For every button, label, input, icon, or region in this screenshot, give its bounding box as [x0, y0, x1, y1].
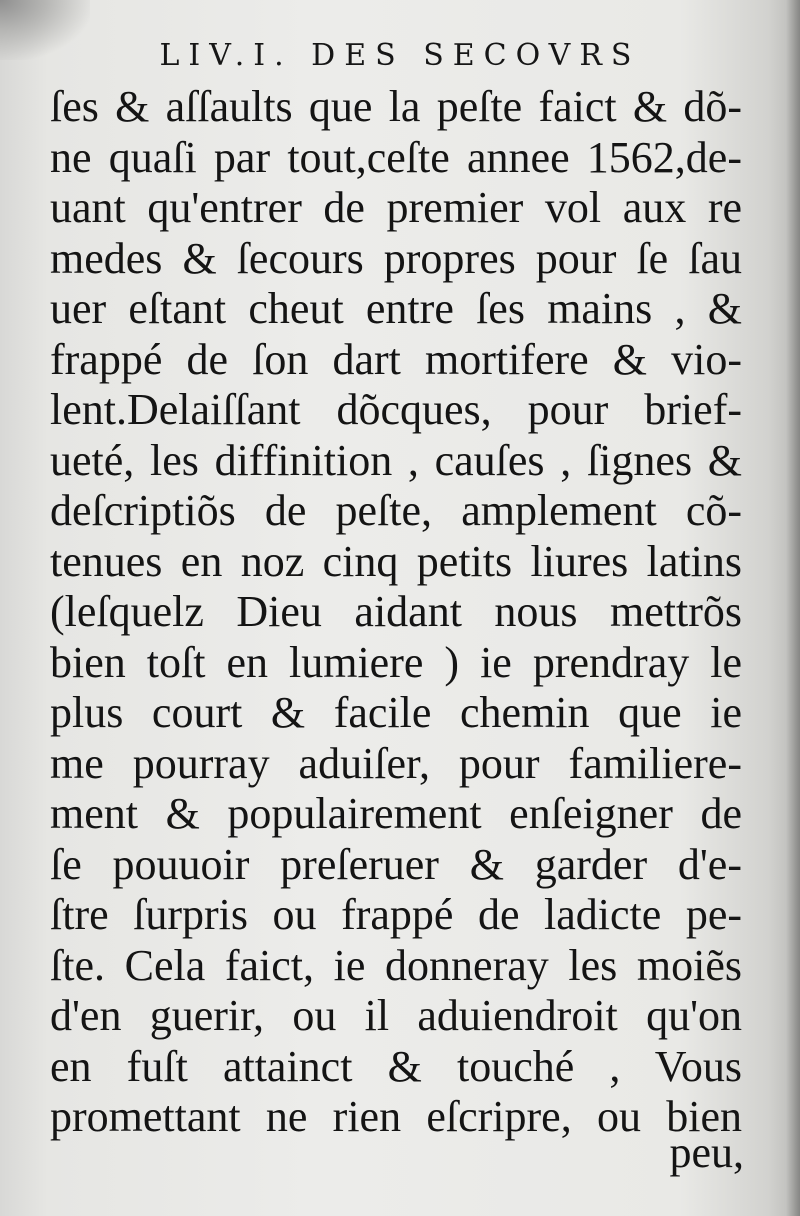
text-line: en fuſt attainct & touché , Vous [50, 1041, 742, 1091]
text-line: me pourray aduiſer, pour familiere- [50, 738, 742, 788]
text-line: plus court & facile chemin que ie [50, 688, 742, 737]
text-line: (leſquelz Dieu aidant nous mettrõs [50, 587, 742, 636]
text-line: promettant ne rien eſcripre, ou bien [50, 1092, 742, 1141]
text-line: ſte. Cela faict, ie donneray les moiẽs [50, 940, 742, 990]
text-line: d'en guerir, ou il aduiendroit qu'on [50, 991, 742, 1040]
text-line: medes & ſecours propres pour ſe ſau [50, 233, 742, 283]
text-line: uant qu'entrer de premier vol aux re [50, 183, 742, 232]
text-line: ne quaſi par tout,ceſte annee 1562,de- [50, 132, 742, 182]
running-head: LIV.I. DES SECOVRS [159, 38, 641, 73]
catchword: peu, [669, 1128, 744, 1177]
text-line: lent.Delaiſſant dõcques, pour brief- [50, 385, 742, 434]
body-text [50, 82, 742, 1143]
text-line: ſes & aſſaults que la peſte faict & dõ- [50, 82, 742, 131]
text-line: tenues en noz cinq petits liures latins [50, 536, 742, 586]
text-line: deſcriptiõs de peſte, amplement cõ- [50, 486, 742, 535]
text-line: ment & populairement enſeigner de [50, 789, 742, 838]
text-line: uer eſtant cheut entre ſes mains , & [50, 284, 742, 333]
text-line: ſe pouuoir preſeruer & garder d'e- [50, 839, 742, 889]
text-line: frappé de ſon dart mortifere & vio- [50, 334, 742, 384]
text-line: ſtre ſurpris ou frappé de ladicte pe- [50, 890, 742, 939]
text-line: bien toſt en lumiere ) ie prendray le [50, 637, 742, 687]
text-line: ueté, les diffinition , cauſes , ſignes & [50, 435, 742, 485]
